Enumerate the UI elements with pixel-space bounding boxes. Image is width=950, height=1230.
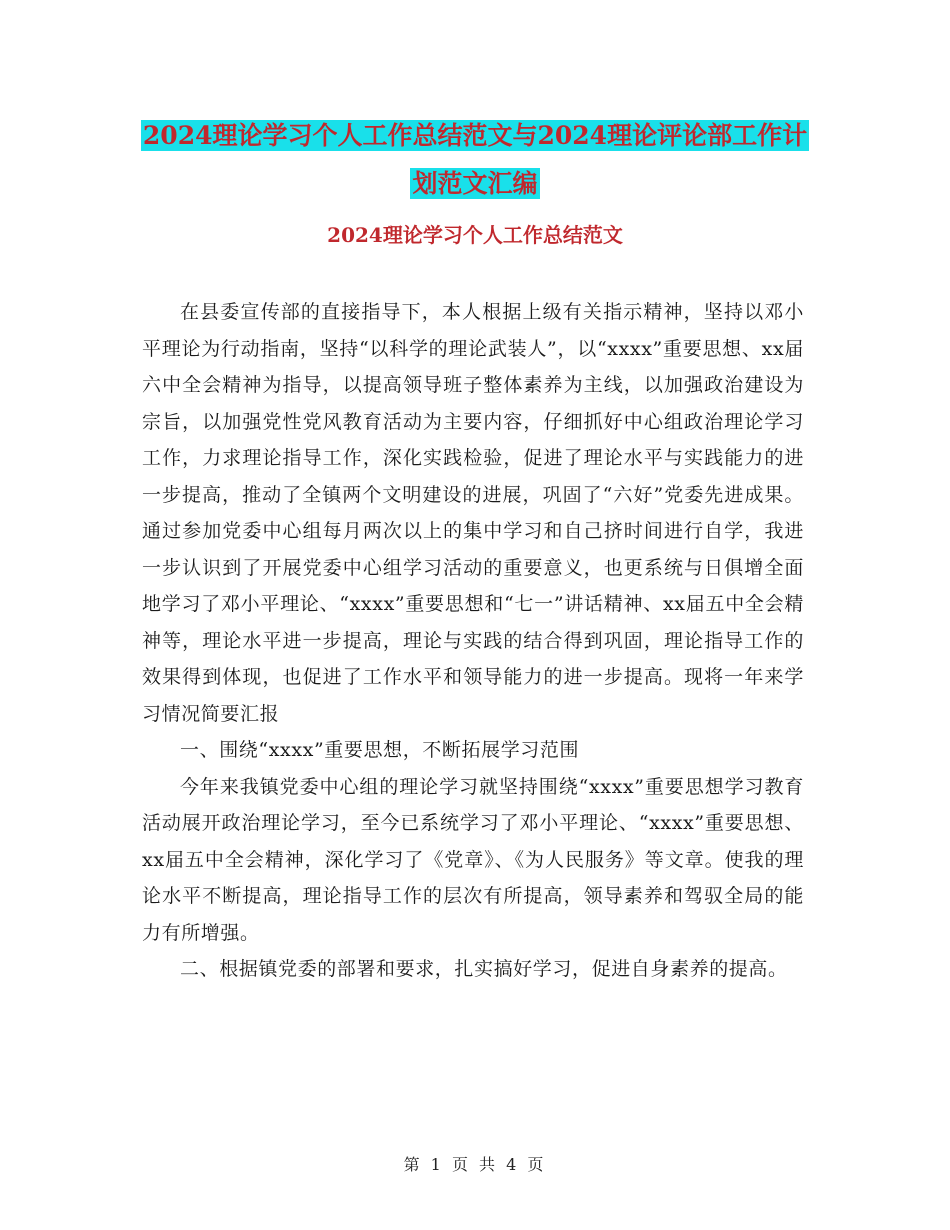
document-title-text: 2024理论学习个人工作总结范文与2024理论评论部工作计划范文汇编 [142, 121, 808, 198]
page-footer: 第 1 页 共 4 页 [403, 1155, 547, 1174]
document-body [142, 294, 804, 988]
paragraph-heading-1: 一、围绕“xxxx”重要思想，不断拓展学习范围 [180, 739, 580, 761]
document-title [140, 112, 810, 208]
paragraph-section-1: 今年来我镇党委中心组的理论学习就坚持围绕“xxxx”重要思想学习教育活动展开政治理论学习，至今已系统学习了邓小平理论、“xxxx”重要思想、xx届五中全会精神，深化学习了《党章》、《为人民服务》等文章。使我的理论水平不断提高，理论指导工作的层次有所提高，领导素养和驾驭全局的能力有所增强。 [142, 775, 804, 944]
paragraph-heading-2: 二、根据镇党委的部署和要求，扎实搞好学习，促进自身素养的提高。 [180, 958, 788, 980]
section-title: 2024理论学习个人工作总结范文 [327, 223, 623, 247]
paragraph-intro: 在县委宣传部的直接指导下，本人根据上级有关指示精神，坚持以邓小平理论为行动指南，坚持“以科学的理论武装人”，以“xxxx”重要思想、xx届六中全会精神为指导，以提高领导班子整体素养为主线，以加强政治建设为宗旨，以加强党性党风教育活动为主要内容，仔细抓好中心组政治理论学习工作，力求理论指导工作，深化实践检验，促进了理论水平与实践能力的进一步提高，推动了全镇两个文明建设的进展，巩固了“六好”党委先进成果。通过参加党委中心组每月两次以上的集中学习和自己挤时间进行自学，我进一步认识到了开展党委中心组学习活动的重要意义，也更系统与日俱增全面地学习了邓小平理论、“xxxx”重要思想和“七一”讲话精神、xx届五中全会精神等，理论水平进一步提高，理论与实践的结合得到巩固，理论指导工作的效果得到体现，也促进了工作水平和领导能力的进一步提高。现将一年来学习情况简要汇报 [142, 301, 804, 725]
